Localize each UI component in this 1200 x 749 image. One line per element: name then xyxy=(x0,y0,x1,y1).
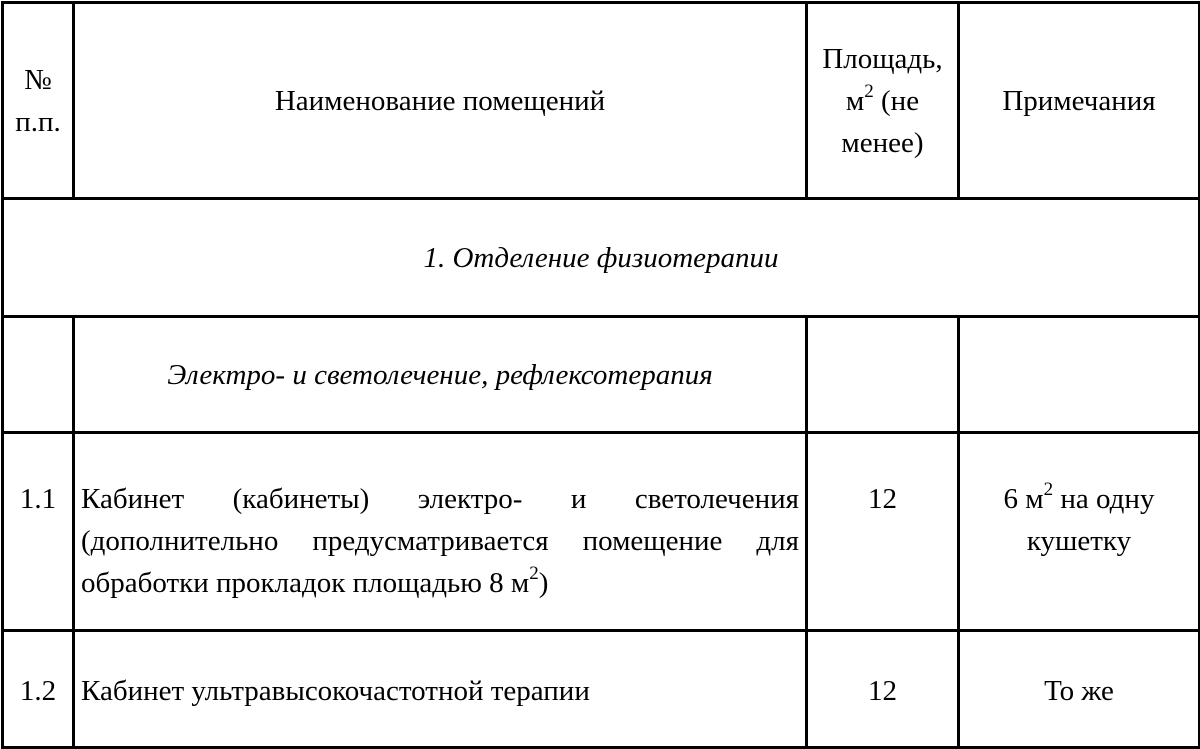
header-notes-cell: Примечания xyxy=(959,3,1200,199)
row-name-cell: Кабинет ультравысокочастотной терапии xyxy=(74,631,807,748)
header-area-line1: Площадь, xyxy=(822,42,943,75)
table-row xyxy=(3,433,1200,631)
row-note-sup: 2 xyxy=(1043,479,1054,500)
section-title-cell xyxy=(3,199,1200,317)
subsection-title: Электро- и светолечение, рефлексотерапия xyxy=(167,358,713,391)
section-title: 1. Отделение физиотерапии xyxy=(423,241,779,274)
row-number-cell: 1.1 xyxy=(3,433,74,631)
header-area-rest: (не xyxy=(873,84,920,117)
row-note-text-b: на одну кушетку xyxy=(1026,483,1155,557)
header-number-cell xyxy=(3,3,74,199)
header-area-sup: 2 xyxy=(864,80,874,102)
row-name-cell xyxy=(74,433,807,631)
header-number-abbr: п.п. xyxy=(15,105,61,138)
table-row xyxy=(3,631,1200,748)
subsection-number-cell xyxy=(3,317,74,433)
row-note-text-a: 6 м xyxy=(1003,483,1044,515)
header-area-cell xyxy=(807,3,959,199)
row-name-sup: 2 xyxy=(529,563,539,584)
subsection-title-cell xyxy=(74,317,807,433)
row-area-cell: 12 xyxy=(807,631,959,748)
header-area-line2 xyxy=(814,80,951,122)
row-name-end: ) xyxy=(538,567,549,599)
section-row xyxy=(3,199,1200,317)
row-notes-cell: То же xyxy=(959,631,1200,748)
header-area-line3: менее) xyxy=(841,126,924,159)
row-name-text: Кабинет (кабинеты) электро- и светолечения (дополнительно предусматривается помещение для обработки прокладок площадью 8 м xyxy=(81,483,799,599)
header-name-cell: Наименование помещений xyxy=(74,3,807,199)
subsection-notes-cell xyxy=(959,317,1200,433)
rooms-table xyxy=(1,1,1200,749)
row-number-cell: 1.2 xyxy=(3,631,74,748)
row-area-cell: 12 xyxy=(807,433,959,631)
row-notes-cell xyxy=(959,433,1200,631)
subsection-area-cell xyxy=(807,317,959,433)
subsection-row xyxy=(3,317,1200,433)
header-row xyxy=(3,3,1200,199)
header-number-sign: № xyxy=(24,63,52,96)
header-area-unit: м xyxy=(845,84,865,117)
